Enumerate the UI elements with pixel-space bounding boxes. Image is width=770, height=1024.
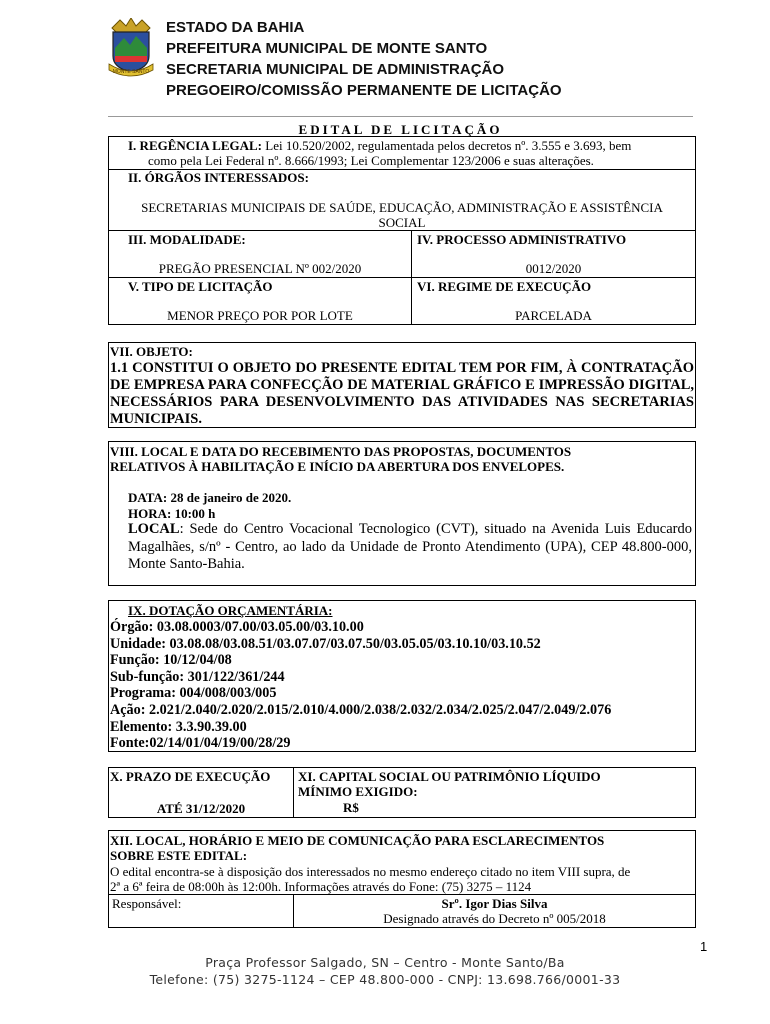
- orgaos-label: II. ÓRGÃOS INTERESSADOS:: [128, 170, 309, 185]
- regime-value: PARCELADA: [515, 308, 592, 323]
- footer-contact: Telefone: (75) 3275-1124 – CEP 48.800-000 - CNPJ: 13.698.766/0001-33: [149, 972, 621, 987]
- page-number: 1: [700, 939, 708, 954]
- municipal-crest: [106, 18, 156, 80]
- esclarecimentos-text2: 2ª a 6ª feira de 08:00h às 12:00h. Informações através do Fone: (75) 3275 – 1124: [110, 879, 532, 894]
- local-data-label1: VIII. LOCAL E DATA DO RECEBIMENTO DAS PROPOSTAS, DOCUMENTOS: [110, 444, 572, 459]
- dotacao-fonte: Fonte:02/14/01/04/19/00/28/29: [110, 735, 291, 752]
- regencia-line1: I. REGÊNCIA LEGAL: Lei 10.520/2002, regulamentada pelos decretos nº. 3.555 e 3.693, bem: [128, 138, 632, 153]
- hora-recebimento: HORA: 10:00 h: [128, 506, 216, 521]
- header-comissao: PREGOEIRO/COMISSÃO PERMANENTE DE LICITAÇÃO: [166, 82, 562, 99]
- footer-address: Praça Professor Salgado, SN – Centro - Monte Santo/Ba: [205, 955, 565, 970]
- esclarecimentos-label1: XII. LOCAL, HORÁRIO E MEIO DE COMUNICAÇÃO PARA ESCLARECIMENTOS: [110, 833, 605, 848]
- data-recebimento: DATA: 28 de janeiro de 2020.: [128, 490, 292, 505]
- svg-text:MONTE SANTO: MONTE SANTO: [112, 69, 150, 75]
- document-title: EDITAL DE LICITAÇÃO: [298, 122, 503, 137]
- prazo-label: X. PRAZO DE EXECUÇÃO: [110, 769, 271, 784]
- responsavel-name: Srº. Igor Dias Silva: [441, 896, 548, 911]
- header-prefeitura: PREFEITURA MUNICIPAL DE MONTE SANTO: [166, 40, 488, 57]
- dotacao-elemento: Elemento: 3.3.90.39.00: [110, 718, 247, 735]
- header-divider: [108, 116, 693, 117]
- esclarecimentos-text1: O edital encontra-se à disposição dos interessados no mesmo endereço citado no item VIII supra, de: [110, 864, 631, 879]
- header-secretaria: SECRETARIA MUNICIPAL DE ADMINISTRAÇÃO: [166, 61, 505, 78]
- orgaos-text2: SOCIAL: [378, 215, 426, 230]
- local-data-label2: RELATIVOS À HABILITAÇÃO E INÍCIO DA ABERTURA DOS ENVELOPES.: [110, 459, 565, 474]
- responsavel-label: Responsável:: [112, 896, 182, 911]
- dotacao-label: IX. DOTAÇÃO ORÇAMENTÁRIA:: [128, 603, 333, 618]
- dotacao-lines: [110, 619, 611, 752]
- dotacao-funcao: Função: 10/12/04/08: [110, 652, 232, 669]
- dotacao-subfuncao: Sub-função: 301/122/361/244: [110, 668, 285, 685]
- objeto-label: VII. OBJETO:: [110, 344, 193, 359]
- capital-value: R$: [343, 800, 359, 815]
- tipo-label: V. TIPO DE LICITAÇÃO: [128, 279, 273, 294]
- capital-label1: XI. CAPITAL SOCIAL OU PATRIMÔNIO LÍQUIDO: [298, 769, 601, 784]
- objeto-text: 1.1 CONSTITUI O OBJETO DO PRESENTE EDITAL TEM POR FIM, À CONTRATAÇÃO DE EMPRESA PARA CONFECÇÃO DE MATERIAL GRÁFICO E IMPRESSÃO DIGITAL, NECESSÁRIOS PARA DESENVOLVIMENTO DAS ATIVIDADES NAS SECRETARIAS MUNICIPAIS.: [110, 360, 694, 427]
- responsavel-note: Designado através do Decreto nº 005/2018: [383, 911, 606, 926]
- tipo-value: MENOR PREÇO POR POR LOTE: [167, 308, 353, 323]
- dotacao-unidade: Unidade: 03.08.08/03.08.51/03.07.07/03.07.50/03.05.05/03.10.10/03.10.52: [110, 635, 541, 652]
- regencia-line2: como pela Lei Federal nº. 8.666/1993; Lei Complementar 123/2006 e suas alterações.: [148, 153, 594, 168]
- local-recebimento: LOCAL: Sede do Centro Vocacional Tecnologico (CVT), situado na Avenida Luis Educardo Magalhães, s/nº - Centro, ao lado da Unidade de Pronto Atendimento (UPA), CEP 48.800-000, Monte Santo-Bahia.: [128, 521, 692, 572]
- capital-label2: MÍNIMO EXIGIDO:: [298, 784, 418, 799]
- processo-label: IV. PROCESSO ADMINISTRATIVO: [417, 232, 627, 247]
- esclarecimentos-label2: SOBRE ESTE EDITAL:: [110, 848, 248, 863]
- dotacao-acao: Ação: 2.021/2.040/2.020/2.015/2.010/4.000/2.038/2.032/2.034/2.025/2.047/2.049/2.076: [110, 701, 612, 718]
- dotacao-orgao: Órgão: 03.08.0003/07.00/03.05.00/03.10.00: [110, 619, 364, 635]
- prazo-value: ATÉ 31/12/2020: [156, 801, 246, 816]
- processo-value: 0012/2020: [525, 261, 582, 276]
- regime-label: VI. REGIME DE EXECUÇÃO: [417, 279, 592, 294]
- dotacao-programa: Programa: 004/008/003/005: [110, 685, 277, 702]
- orgaos-text1: SECRETARIAS MUNICIPAIS DE SAÚDE, EDUCAÇÃO, ADMINISTRAÇÃO E ASSISTÊNCIA: [141, 200, 663, 215]
- modalidade-label: III. MODALIDADE:: [128, 232, 246, 247]
- header-state: ESTADO DA BAHIA: [166, 19, 305, 36]
- modalidade-value: PREGÃO PRESENCIAL Nº 002/2020: [158, 261, 362, 276]
